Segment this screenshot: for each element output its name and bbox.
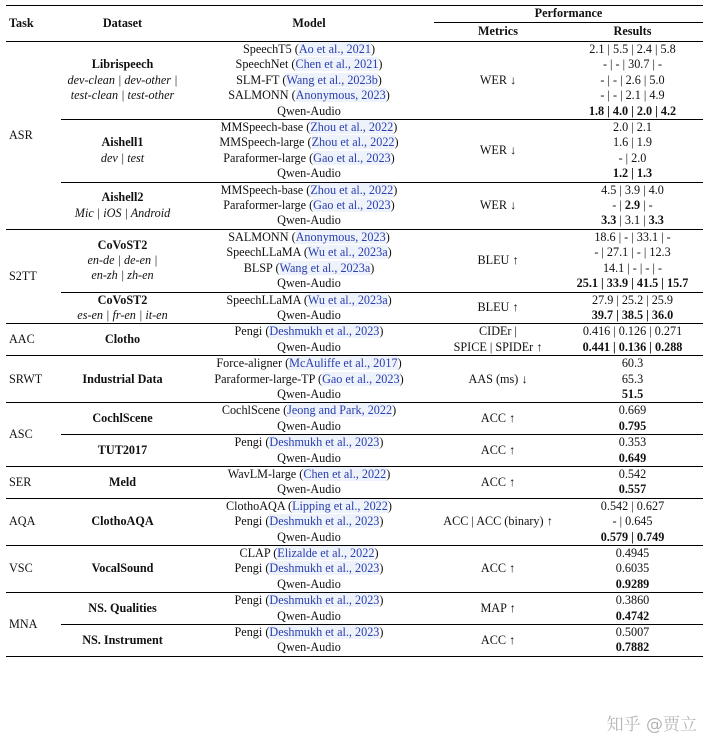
result-cell — [562, 324, 703, 356]
model-entry: Paraformer-large-TP (Gao et al., 2023) — [214, 371, 404, 386]
model-cell — [184, 356, 434, 403]
model-name: MMSpeech-base — [220, 120, 304, 135]
model-entry: WavLM-large (Chen et al., 2022) — [227, 466, 391, 481]
result-cell — [562, 182, 703, 229]
model-entry: CochlScene (Jeong and Park, 2022) — [221, 403, 397, 418]
model-name: Paraformer-large — [223, 150, 307, 165]
dataset-name: CoVoST2 — [97, 292, 148, 307]
table-row — [6, 42, 703, 120]
model-entry: Pengi (Deshmukh et al., 2023) — [234, 514, 384, 529]
citation-link[interactable]: Anonymous, 2023 — [295, 229, 386, 244]
model-entry: SpeechNet (Chen et al., 2021) — [235, 57, 383, 72]
citation-link[interactable]: Chen et al., 2021 — [295, 57, 379, 72]
model-cell — [184, 42, 434, 120]
dataset-cell — [61, 292, 184, 324]
model-cell — [184, 498, 434, 545]
model-entry — [184, 640, 434, 655]
result-value: 60.3 — [621, 356, 644, 371]
header-metrics: Metrics — [478, 24, 518, 39]
dataset-subset: es-en | fr-en | it-en — [77, 307, 168, 322]
model-name: ClothoAQA — [226, 498, 285, 513]
dataset-subset: en-de | de-en | — [87, 252, 158, 267]
dataset-cell — [61, 593, 184, 625]
model-name: Qwen-Audio — [277, 576, 341, 591]
model-entry — [184, 340, 434, 355]
header-model: Model — [292, 15, 326, 30]
model-name: Qwen-Audio — [277, 213, 341, 228]
metric-cell: WER ↓ — [479, 198, 517, 213]
model-cell — [184, 466, 434, 498]
dataset-cell — [61, 42, 184, 120]
citation-link[interactable]: Deshmukh et al., 2023 — [269, 625, 380, 640]
table-row — [6, 324, 703, 356]
dataset-subset: test-clean | test-other — [70, 88, 175, 103]
header-performance: Performance — [434, 6, 703, 23]
model-entry — [184, 308, 434, 323]
result-cell — [562, 498, 703, 545]
result-cell — [562, 546, 703, 593]
model-name: SpeechLLaMA — [226, 245, 301, 260]
result-value: - | - | 2.1 | 4.9 — [600, 88, 665, 103]
model-entry: Pengi (Deshmukh et al., 2023) — [234, 435, 384, 450]
result-value: 0.416 | 0.126 | 0.271 — [582, 324, 683, 339]
result-value: - | 0.645 — [612, 514, 653, 529]
result-cell — [562, 292, 703, 324]
citation-link[interactable]: Jeong and Park, 2022 — [287, 403, 393, 418]
citation-link[interactable]: Elizalde et al., 2022 — [277, 546, 375, 560]
citation-link[interactable]: Wu et al., 2023a — [307, 245, 388, 260]
model-entry: Pengi (Deshmukh et al., 2023) — [234, 625, 384, 640]
model-entry: MMSpeech-base (Zhou et al., 2022) — [220, 120, 398, 135]
citation-link[interactable]: McAuliffe et al., 2017 — [289, 356, 398, 371]
watermark: 知乎 @贾立 — [606, 715, 697, 735]
result-cell — [562, 593, 703, 625]
model-entry: MMSpeech-base (Zhou et al., 2022) — [220, 182, 398, 197]
model-entry — [184, 387, 434, 402]
model-entry: Pengi (Deshmukh et al., 2023) — [234, 561, 384, 576]
model-name: SLM-FT — [236, 72, 280, 87]
model-entry: SpeechLLaMA (Wu et al., 2023a) — [226, 292, 392, 307]
citation-link[interactable]: Zhou et al., 2022 — [310, 182, 394, 197]
model-entry — [184, 276, 434, 291]
model-name: Qwen-Audio — [277, 418, 341, 433]
dataset-cell — [61, 229, 184, 292]
model-name: Qwen-Audio — [277, 166, 341, 181]
result-value: 0.542 | 0.627 — [600, 498, 665, 513]
result-cell — [562, 356, 703, 403]
result-value: 39.7 | 38.5 | 36.0 — [591, 307, 674, 322]
model-cell — [184, 546, 434, 593]
model-name: Force-aligner — [216, 356, 283, 371]
dataset-cell — [61, 466, 184, 498]
model-entry — [184, 609, 434, 624]
model-name: SALMONN — [228, 229, 289, 244]
model-name: SpeechNet — [235, 57, 289, 72]
result-value: 0.649 — [618, 450, 647, 465]
model-entry: MMSpeech-large (Zhou et al., 2022) — [219, 135, 399, 150]
result-value: 3.3 | 3.1 | 3.3 — [601, 213, 664, 228]
metric-cell: CIDEr | SPICE | SPIDEr ↑ — [453, 324, 543, 354]
dataset-cell — [61, 435, 184, 467]
citation-link[interactable]: Wang et al., 2023b — [286, 72, 378, 87]
table-row — [6, 182, 703, 229]
table-row — [6, 292, 703, 324]
model-cell — [184, 625, 434, 657]
model-name: SALMONN — [228, 88, 289, 103]
metric-cell: WER ↓ — [479, 72, 517, 87]
dataset-cell — [61, 403, 184, 435]
model-entry — [184, 482, 434, 497]
model-cell — [184, 403, 434, 435]
table-row — [6, 403, 703, 435]
result-value: 4.5 | 3.9 | 4.0 — [601, 182, 664, 197]
table-row — [6, 625, 703, 657]
results-table — [6, 5, 703, 657]
model-entry: BLSP (Wang et al., 2023a) — [243, 260, 375, 275]
dataset-name: Aishell2 — [101, 190, 144, 205]
model-cell — [184, 229, 434, 292]
citation-link[interactable]: Gao et al., 2023 — [313, 150, 391, 165]
table-row — [6, 593, 703, 625]
result-cell — [562, 403, 703, 435]
task-label: VSC — [9, 561, 33, 576]
result-value: 25.1 | 33.9 | 41.5 | 15.7 — [576, 276, 689, 291]
dataset-name: TUT2017 — [97, 442, 148, 457]
model-entry: SLM-FT (Wang et al., 2023b) — [236, 72, 382, 87]
table-body — [6, 42, 703, 657]
model-name: Pengi — [234, 514, 263, 529]
result-value: 0.7882 — [615, 640, 650, 655]
task-label: ASR — [9, 127, 33, 142]
model-entry: Paraformer-large (Gao et al., 2023) — [223, 198, 395, 213]
metric-cell: WER ↓ — [479, 143, 517, 158]
model-entry — [184, 166, 434, 181]
citation-link[interactable]: Chen et al., 2022 — [303, 466, 387, 481]
task-label: AAC — [9, 332, 35, 347]
model-cell — [184, 593, 434, 625]
result-value: 65.3 — [621, 371, 644, 386]
result-value: - | 2.9 | - — [612, 198, 653, 213]
metric-cell: ACC ↑ — [480, 632, 516, 647]
metric-cell: ACC ↑ — [480, 442, 516, 457]
dataset-subset: dev | test — [100, 150, 145, 165]
result-value: 1.2 | 1.3 — [612, 166, 653, 181]
dataset-subset: dev-clean | dev-other | — [67, 72, 178, 87]
task-label: S2TT — [9, 268, 37, 283]
model-name: Pengi — [234, 625, 263, 640]
model-name: Pengi — [234, 593, 263, 608]
model-entry: ClothoAQA (Lipping et al., 2022) — [226, 498, 392, 513]
model-name: SpeechT5 — [242, 42, 292, 56]
dataset-name: Librispeech — [91, 57, 154, 72]
dataset-name: ClothoAQA — [91, 514, 154, 529]
model-name: Qwen-Audio — [277, 640, 341, 655]
model-name: Qwen-Audio — [277, 386, 341, 401]
citation-link[interactable]: Anonymous, 2023 — [295, 88, 386, 103]
model-entry — [184, 577, 434, 592]
result-value: 14.1 | - | - | - — [602, 260, 663, 275]
result-cell — [562, 229, 703, 292]
model-entry: Pengi (Deshmukh et al., 2023) — [234, 324, 384, 339]
metric-cell: MAP ↑ — [480, 600, 516, 615]
model-name: Qwen-Audio — [277, 103, 341, 118]
model-cell — [184, 182, 434, 229]
result-value: 0.6035 — [615, 561, 650, 576]
dataset-cell — [61, 182, 184, 229]
result-cell — [562, 435, 703, 467]
model-name: Pengi — [234, 435, 263, 450]
model-name: Paraformer-large-TP — [214, 371, 315, 386]
model-name: Qwen-Audio — [277, 529, 341, 544]
dataset-cell — [61, 324, 184, 356]
dataset-subset: Mic | iOS | Android — [74, 205, 171, 220]
result-value: 0.441 | 0.136 | 0.288 — [582, 339, 683, 354]
table-row — [6, 466, 703, 498]
metric-cell: BLEU ↑ — [477, 300, 519, 315]
result-value: 0.9289 — [615, 576, 650, 591]
result-value: 0.669 — [618, 403, 647, 418]
result-value: 0.4742 — [615, 608, 650, 623]
result-value: 1.6 | 1.9 — [612, 135, 652, 150]
header-task: Task — [9, 15, 34, 30]
model-name: CochlScene — [221, 403, 281, 418]
model-cell — [184, 292, 434, 324]
model-cell — [184, 324, 434, 356]
model-entry — [184, 213, 434, 228]
dataset-cell — [61, 120, 184, 183]
result-cell — [562, 625, 703, 657]
model-entry: CLAP (Elizalde et al., 2022) — [239, 546, 379, 560]
citation-link[interactable]: Ao et al., 2021 — [298, 42, 371, 56]
metric-cell: AAS (ms) ↓ — [468, 371, 528, 386]
result-value: 1.8 | 4.0 | 2.0 | 4.2 — [588, 103, 677, 118]
model-name: CLAP — [239, 546, 271, 560]
model-name: Pengi — [234, 561, 263, 576]
dataset-name: Industrial Data — [82, 371, 163, 386]
task-label: ASC — [9, 426, 33, 441]
table-row — [6, 356, 703, 403]
citation-link[interactable]: Wu et al., 2023a — [307, 292, 388, 307]
result-value: 18.6 | - | 33.1 | - — [594, 229, 671, 244]
citation-link[interactable]: Gao et al., 2023 — [313, 198, 391, 213]
citation-link[interactable]: Deshmukh et al., 2023 — [269, 561, 380, 576]
result-value: 0.557 — [618, 482, 647, 497]
model-entry: SpeechLLaMA (Wu et al., 2023a) — [226, 245, 392, 260]
metric-cell: ACC ↑ — [480, 411, 516, 426]
dataset-name: CochlScene — [92, 411, 153, 426]
model-entry: Force-aligner (McAuliffe et al., 2017) — [216, 356, 402, 371]
result-value: 0.579 | 0.749 — [600, 529, 665, 544]
model-name: SpeechLLaMA — [226, 292, 301, 307]
model-name: Paraformer-large — [223, 198, 307, 213]
model-name: Qwen-Audio — [277, 482, 341, 497]
metric-cell: ACC | ACC (binary) ↑ — [443, 514, 553, 529]
dataset-subset: en-zh | zh-en — [91, 268, 154, 283]
result-value: 0.3860 — [615, 593, 650, 608]
dataset-name: Clotho — [104, 332, 141, 347]
citation-link[interactable]: Lipping et al., 2022 — [292, 498, 388, 513]
model-entry — [184, 530, 434, 545]
model-entry: SpeechT5 (Ao et al., 2021) — [242, 42, 375, 56]
result-value: - | - | 2.6 | 5.0 — [600, 72, 665, 87]
table-row — [6, 546, 703, 593]
result-cell — [562, 466, 703, 498]
model-name: BLSP — [243, 260, 273, 275]
result-value: 0.5007 — [615, 625, 650, 640]
task-label: MNA — [9, 616, 38, 631]
citation-link[interactable]: Deshmukh et al., 2023 — [269, 593, 380, 608]
result-value: 2.1 | 5.5 | 2.4 | 5.8 — [589, 42, 676, 56]
model-entry — [184, 451, 434, 466]
model-entry: SALMONN (Anonymous, 2023) — [228, 88, 390, 103]
result-value: 0.353 — [618, 435, 647, 450]
header-results: Results — [613, 24, 652, 39]
citation-link[interactable]: Gao et al., 2023 — [322, 371, 400, 386]
model-name: MMSpeech-base — [220, 182, 304, 197]
result-value: 27.9 | 25.2 | 25.9 — [591, 292, 674, 307]
dataset-name: CoVoST2 — [97, 237, 148, 252]
model-name: Qwen-Audio — [277, 450, 341, 465]
result-value: 2.0 | 2.1 — [612, 120, 652, 135]
model-name: MMSpeech-large — [219, 135, 305, 150]
citation-link[interactable]: Zhou et al., 2022 — [311, 135, 395, 150]
metric-cell: ACC ↑ — [480, 561, 516, 576]
result-value: - | 2.0 — [618, 150, 647, 165]
table-row — [6, 435, 703, 467]
dataset-cell — [61, 625, 184, 657]
dataset-name: NS. Instrument — [82, 632, 163, 647]
model-entry — [184, 104, 434, 119]
dataset-name: Aishell1 — [101, 135, 144, 150]
task-label: AQA — [9, 514, 36, 529]
result-value: 0.4945 — [615, 546, 650, 560]
dataset-name: NS. Qualities — [88, 600, 157, 615]
model-entry: SALMONN (Anonymous, 2023) — [228, 229, 390, 244]
citation-link[interactable]: Zhou et al., 2022 — [310, 120, 394, 135]
model-name: WavLM-large — [227, 466, 297, 481]
dataset-name: VocalSound — [91, 561, 154, 576]
task-label: SRWT — [9, 371, 43, 386]
metric-cell: BLEU ↑ — [477, 252, 519, 267]
table-row — [6, 498, 703, 545]
result-value: - | - | 30.7 | - — [602, 57, 663, 72]
header-row-top — [6, 6, 703, 23]
model-entry: Pengi (Deshmukh et al., 2023) — [234, 593, 384, 608]
result-value: 0.795 — [618, 418, 647, 433]
model-name: Qwen-Audio — [277, 608, 341, 623]
result-cell — [562, 42, 703, 120]
table-row — [6, 120, 703, 183]
dataset-cell — [61, 498, 184, 545]
citation-link[interactable]: Deshmukh et al., 2023 — [269, 435, 380, 450]
model-name: Qwen-Audio — [277, 276, 341, 291]
model-cell — [184, 435, 434, 467]
model-cell — [184, 120, 434, 183]
result-cell — [562, 120, 703, 183]
citation-link[interactable]: Wang et al., 2023a — [279, 260, 371, 275]
model-entry: Paraformer-large (Gao et al., 2023) — [223, 150, 395, 165]
result-value: - | 27.1 | - | 12.3 — [594, 245, 671, 260]
task-label: SER — [9, 474, 32, 489]
table-row — [6, 229, 703, 292]
result-value: 0.542 — [618, 466, 647, 481]
dataset-cell — [61, 546, 184, 593]
dataset-name: Meld — [108, 474, 137, 489]
citation-link[interactable]: Deshmukh et al., 2023 — [269, 324, 380, 339]
dataset-cell — [61, 356, 184, 403]
header-dataset: Dataset — [102, 15, 143, 30]
result-value: 51.5 — [621, 386, 644, 401]
model-name: Qwen-Audio — [277, 307, 341, 322]
model-entry — [184, 419, 434, 434]
metric-cell: ACC ↑ — [480, 474, 516, 489]
model-name: Pengi — [234, 324, 263, 339]
model-name: Qwen-Audio — [277, 339, 341, 354]
citation-link[interactable]: Deshmukh et al., 2023 — [269, 514, 380, 529]
